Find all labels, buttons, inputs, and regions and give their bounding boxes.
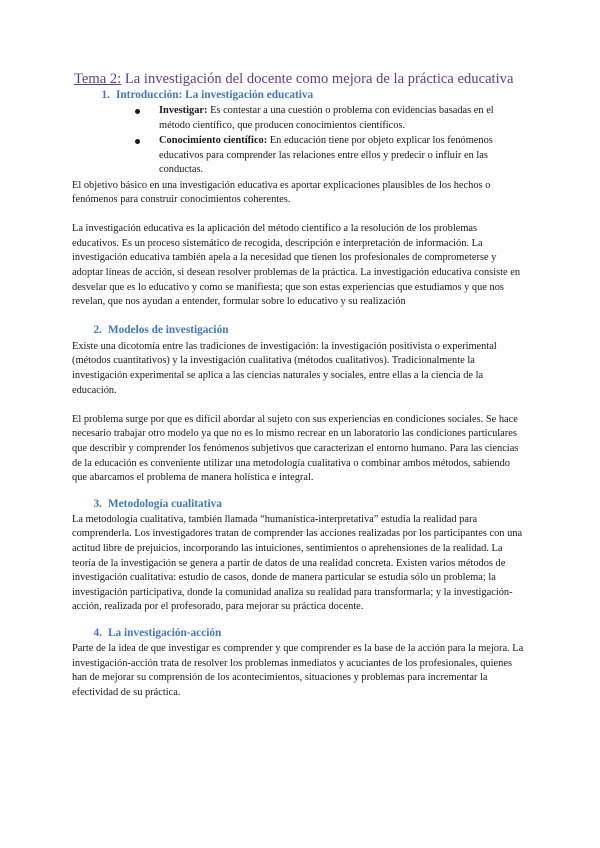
section-4-heading xyxy=(84,626,526,641)
paragraph: El objetivo básico en una investigación educativa es aportar explicaciones plausibles de los hechos o fenómenos para construir conocimientos coherentes. xyxy=(72,179,491,206)
list-item xyxy=(136,104,526,133)
paragraph: La metodología cualitativa, también llamada “humanística-interpretativa” estudia la realidad para comprenderla. Los investigadores tratan de comprender las acciones realizadas por los participantes con una actitud libre de prejuicios, incorporando las intuiciones, sentimientos o aprehensiones de la realidad. La teoría de la investigación se genera a partir de datos de una realidad concreta. Existen varios métodos de investigación cualitativa: estudio de casos, donde de manera particular se estudia sólo un problema; la investigación participativa, donde la comunidad analiza su realidad para transformarla; y la investigación-acción, realizada por el profesorado, para mejorar su práctica docente. xyxy=(72,513,523,613)
section-4-number: 4. xyxy=(93,626,102,639)
title-text: La investigación del docente como mejora de la práctica educativa xyxy=(121,71,514,87)
paragraph: La investigación educativa es la aplicación del método científico a la resolución de los problemas educativos. Es un proceso sistemático de recogida, descripción e interpretación de información. La investigación educativa también apela a la necesidad que tienen los profesionales de comprometerse y adoptar líneas de acción, si desean resolver problemas de la práctica. La investigación educativa consiste en desvelar que es lo educativo y como se manifiesta; que son estas experiencias que estudiamos y que nos revelan, que nos ayudan a entender, formular sobre lo educativo y su realización xyxy=(72,223,521,308)
definitions-list xyxy=(72,104,526,178)
section-2-title: Modelos de investigación xyxy=(108,323,229,336)
section-2-heading xyxy=(84,323,526,338)
bullet-icon xyxy=(135,109,140,114)
section-4-title: La investigación-acción xyxy=(108,626,222,639)
section-1-title: Introducción: La investigación educativa xyxy=(116,89,314,101)
section-3-heading xyxy=(84,497,526,512)
title-topic-number: Tema 2: xyxy=(74,71,122,87)
definition-term: Investigar: xyxy=(159,105,208,116)
paragraph: Existe una dicotomía entre las tradiciones de investigación: la investigación positivista o experimental (métodos cuantitativos) y la investigación cualitativa (métodos cualitativos). Tradicionalmente la investigación experimental se aplica a las ciencias naturales y sociales, entre ellas a la ciencia de la educación. xyxy=(72,340,497,396)
paragraph-gap xyxy=(72,208,526,223)
paragraph: El problema surge por que es difícil abordar al sujeto con sus experiencias en condiciones sociales. Se hace necesario trabajar otro modelo ya que no es lo mismo recrear en un laboratorio las condiciones particulares que describir y comprender los fenómenos subjetivos que caracterizan el entorno humano. Para las ciencias de la educación es conveniente utilizar una metodología cualitativa o combinar ambos métodos, sabiendo que abarcamos el problema de manera holística e integral. xyxy=(72,413,519,484)
definition-term: Conocimiento científico: xyxy=(159,135,268,146)
list-item xyxy=(136,134,526,178)
section-2-number: 2. xyxy=(93,323,102,336)
document-title xyxy=(74,70,526,88)
section-3-title: Metodología cualitativa xyxy=(108,497,222,510)
paragraph-gap xyxy=(72,398,526,413)
definition-text: En educación tiene por objeto explicar los fenómenos educativos para comprender las relaciones entre ellos y predecir o influir en las conductas. xyxy=(159,135,493,175)
paragraph: Parte de la idea de que investigar es comprender y que comprender es la base de la acción para la mejora. La investigación-acción trata de resolver los problemas inmediatos y acuciantes de los profesionales, quienes han de mejorar su comprensión de los acontecimientos, situaciones y problemas para incrementar la efectividad de su práctica. xyxy=(72,642,524,698)
section-3-number: 3. xyxy=(93,497,102,510)
section-1-number: 1. xyxy=(101,89,110,101)
section-1-heading xyxy=(92,88,526,103)
definition-text: Es contestar a una cuestión o problema con evidencias basadas en el método científico, que producen conocimientos científicos. xyxy=(159,105,494,131)
bullet-icon xyxy=(135,139,140,144)
